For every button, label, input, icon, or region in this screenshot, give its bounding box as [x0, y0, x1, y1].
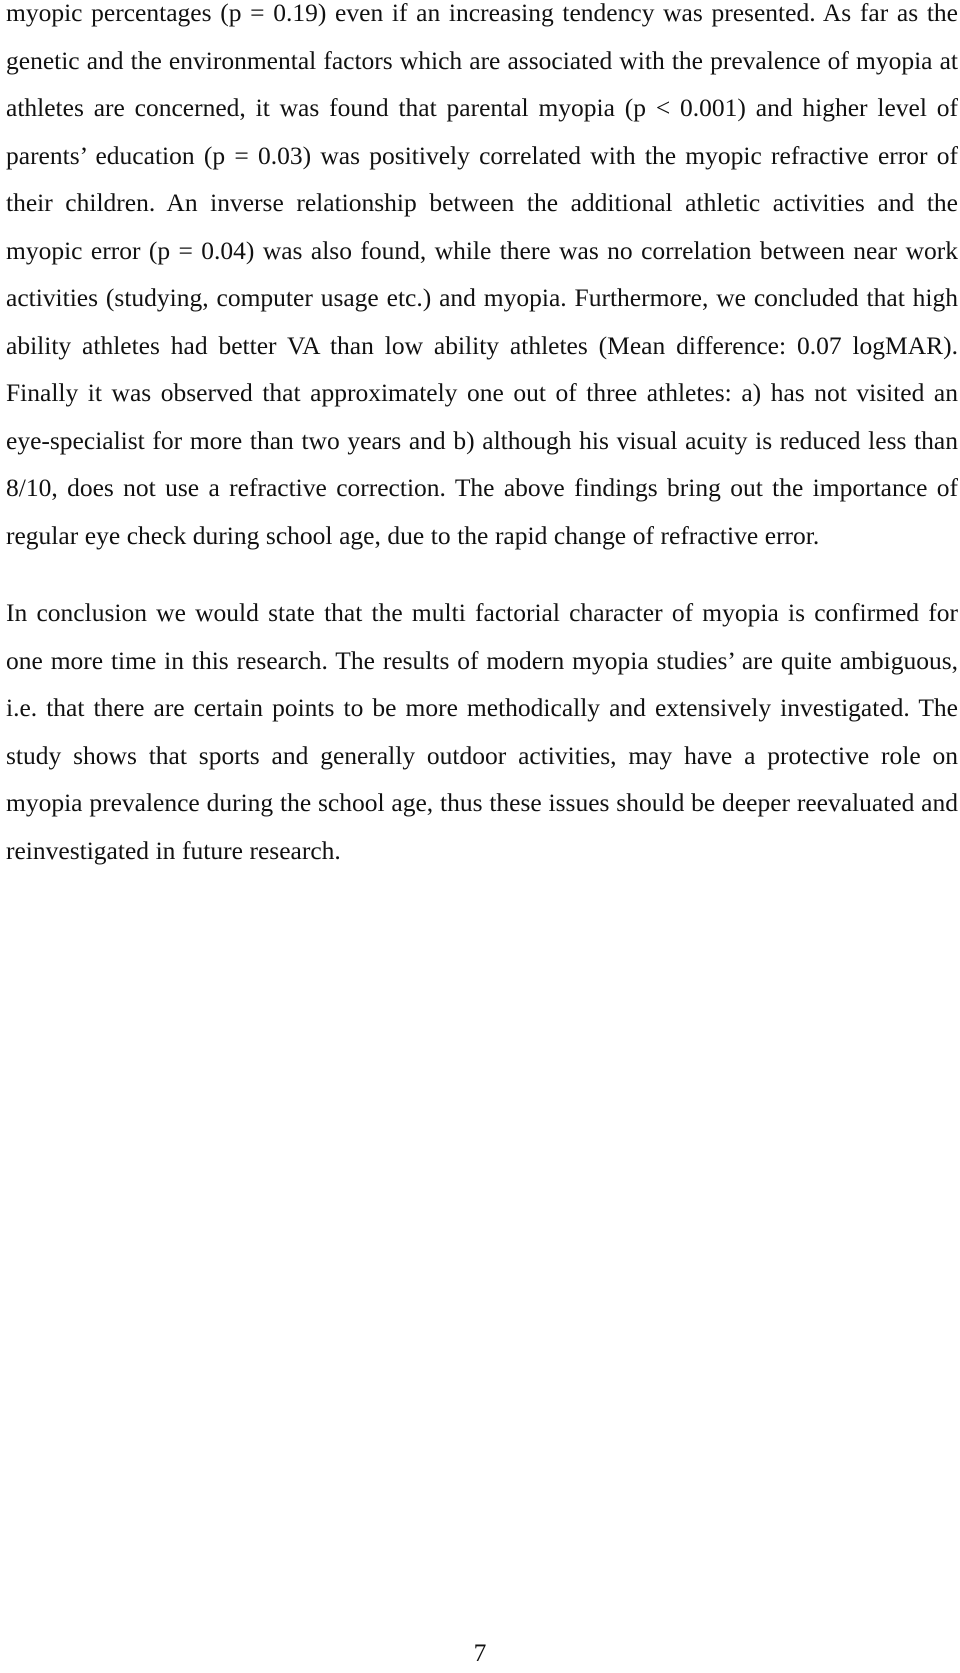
- paragraph-findings: myopic percentages (p = 0.19) even if an increasing tendency was presented. As far as the genetic and the environmental factors which are associated with the prevalence of myopia at athletes are concerned, it was found that parental myopia (p < 0.001) and higher level of parents’ education (p = 0.03) was positively correlated with the myopic refractive error of their children. An inverse relationship between the additional athletic activities and the myopic error (p = 0.04) was also found, while there was no correlation between near work activities (studying, computer usage etc.) and myopia. Furthermore, we concluded that high ability athletes had better VA than low ability athletes (Mean difference: 0.07 logMAR). Finally it was observed that approximately one out of three athletes: a) has not visited an eye-specialist for more than two years and b) although his visual acuity is reduced less than 8/10, does not use a refractive correction. The above findings bring out the importance of regular eye check during school age, due to the rapid change of refractive error.: [6, 0, 958, 550]
- body-text: [6, 0, 958, 874]
- page-number: 7: [473, 1638, 487, 1667]
- paragraph-conclusion: In conclusion we would state that the multi factorial character of myopia is confirmed for one more time in this research. The results of modern myopia studies’ are quite ambiguous, i.e. that there are certain points to be more methodically and extensively investigated. The study shows that sports and generally outdoor activities, may have a protective role on myopia prevalence during the school age, thus these issues should be deeper reevaluated and reinvestigated in future research.: [6, 598, 958, 865]
